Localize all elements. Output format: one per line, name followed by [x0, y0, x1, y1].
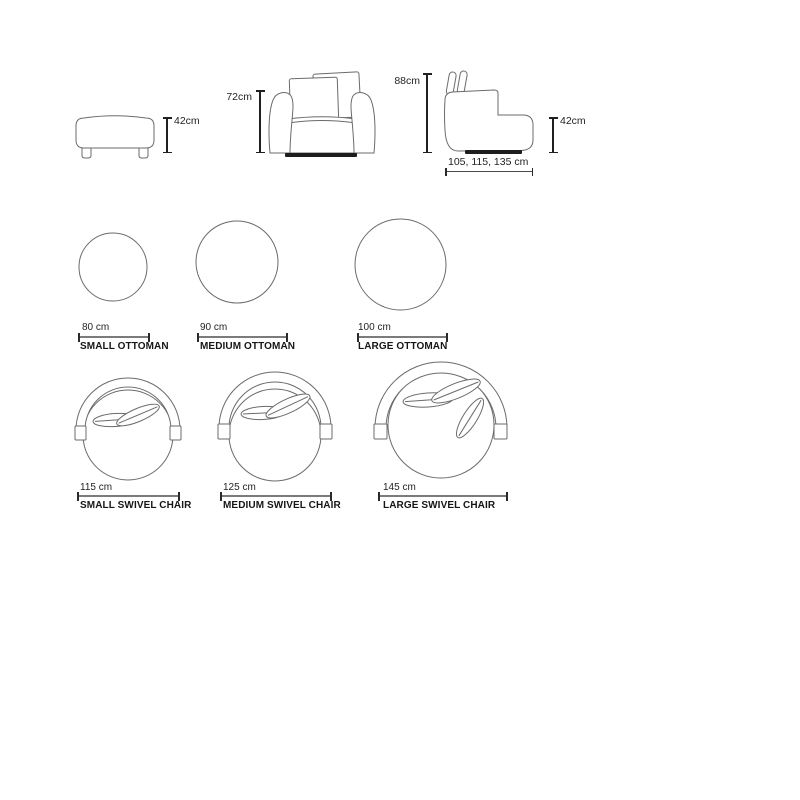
dim-tick — [256, 152, 265, 154]
armchair-height-label: 72cm — [226, 91, 252, 103]
large-ottoman-name: LARGE OTTOMAN — [358, 341, 448, 352]
arm-end-right — [170, 426, 181, 440]
dim-tick — [220, 492, 222, 501]
large-swivel-dimension-line — [378, 495, 508, 497]
medium-ottoman-dimension-line — [197, 336, 288, 338]
large-ottoman-dimension-line — [357, 336, 448, 338]
swivel-base — [465, 150, 522, 154]
armchair-total-height-label: 88cm — [394, 75, 420, 87]
pillow-top-2 — [457, 70, 468, 94]
medium-ottoman-name: MEDIUM OTTOMAN — [200, 341, 296, 352]
dim-tick — [378, 492, 380, 501]
ottoman-side-view-drawing — [73, 112, 157, 160]
ottoman-body — [76, 116, 154, 148]
seat-circle — [229, 389, 321, 481]
dim-tick — [532, 168, 534, 176]
seat-circle — [83, 390, 173, 480]
dim-tick — [197, 333, 199, 342]
dim-tick — [423, 152, 432, 154]
arm-end-left — [75, 426, 86, 440]
arm-left — [269, 93, 293, 153]
small-swivel-name: SMALL SWIVEL CHAIR — [80, 500, 192, 511]
dim-tick — [445, 168, 447, 176]
ottoman-leg-left — [82, 148, 91, 158]
small-ottoman-dimension-line — [78, 336, 150, 338]
arm-end-left — [218, 424, 230, 439]
dim-line — [166, 117, 168, 153]
armchair-widths-label: 105, 115, 135 cm — [448, 156, 529, 168]
dim-tick — [549, 152, 558, 154]
armchair-front-view-drawing — [268, 68, 376, 158]
armchair-height-dimension-line — [256, 90, 265, 153]
ottoman-circle — [79, 233, 147, 301]
dim-tick — [506, 492, 508, 501]
arm-end-left — [374, 424, 387, 439]
large-ottoman-diameter-label: 100 cm — [358, 322, 391, 333]
ottoman-circle — [196, 221, 278, 303]
dim-line — [552, 117, 554, 153]
ottoman-height-dimension-line — [163, 117, 172, 153]
medium-swivel-dimension-line — [220, 495, 332, 497]
armchair-widths-dimension-line — [445, 171, 533, 172]
large-swivel-name: LARGE SWIVEL CHAIR — [383, 500, 496, 511]
medium-swivel-name: MEDIUM SWIVEL CHAIR — [223, 500, 341, 511]
dim-line — [426, 73, 428, 153]
dim-tick — [163, 152, 172, 154]
large-swivel-chair-plan-drawing — [373, 360, 509, 480]
ottoman-height-label: 42cm — [174, 115, 200, 127]
small-ottoman-plan-drawing — [78, 232, 148, 302]
medium-swivel-chair-plan-drawing — [216, 368, 334, 484]
small-ottoman-diameter-label: 80 cm — [82, 322, 110, 333]
arm-right — [351, 93, 375, 153]
small-swivel-chair-plan-drawing — [74, 374, 184, 482]
small-swivel-dimension-line — [77, 495, 180, 497]
side-body — [445, 90, 534, 151]
small-swivel-width-label: 115 cm — [80, 482, 113, 493]
swivel-base — [285, 153, 357, 157]
dim-line — [259, 90, 261, 153]
dim-tick — [77, 492, 79, 501]
ottoman-leg-right — [139, 148, 148, 158]
medium-swivel-width-label: 125 cm — [223, 482, 256, 493]
large-swivel-width-label: 145 cm — [383, 482, 416, 493]
medium-ottoman-diameter-label: 90 cm — [200, 322, 228, 333]
ottoman-circle — [355, 219, 446, 310]
medium-ottoman-plan-drawing — [195, 220, 279, 304]
large-ottoman-plan-drawing — [354, 218, 447, 311]
arm-end-right — [320, 424, 332, 439]
arm-end-right — [494, 424, 507, 439]
seat-height-label: 42cm — [560, 115, 586, 127]
small-ottoman-name: SMALL OTTOMAN — [80, 341, 169, 352]
armchair-total-height-dimension-line — [423, 73, 432, 153]
seat-height-dimension-line — [549, 117, 558, 153]
armchair-side-view-drawing — [443, 68, 535, 158]
